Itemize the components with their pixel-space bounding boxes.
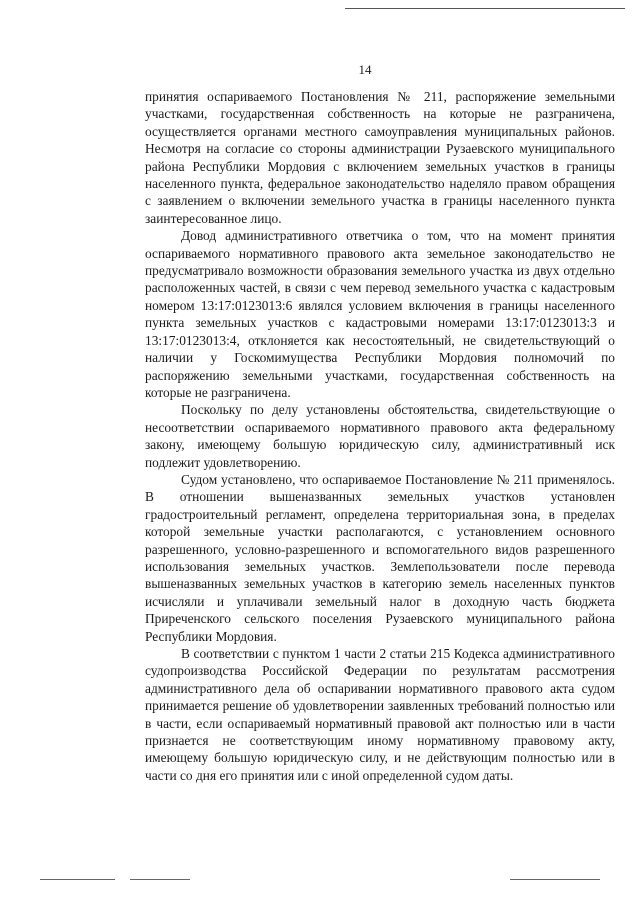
bottom-rule-mid bbox=[130, 879, 190, 880]
document-body bbox=[145, 88, 615, 784]
paragraph-3: Поскольку по делу установлены обстоятельства, свидетельствующие о несоответствии оспариваемого нормативного правового акта федеральному закону, имеющему большую юридическую силу, административный иск подлежит удовлетворению. bbox=[145, 402, 615, 470]
paragraph-1: принятия оспариваемого Постановления № 211, распоряжение земельными участками, государственная собственность на которые не разграничена, осуществляется органами местного самоуправления муниципальных районов. Несмотря на согласие со стороны администрации Рузаевского муниципального района Республики Мордовия с включением земельных участков в границы населенного пункта, федеральное законодательство наделяло правом обращения с заявлением о включении земельного участка в границы населенного пункта заинтересованное лицо. bbox=[145, 89, 615, 226]
paragraph-2: Довод административного ответчика о том, что на момент принятия оспариваемого нормативного правового акта земельное законодательство не предусматривало возможности образования земельного участка из двух отдельно расположенных частей, в связи с чем перевод земельного участка с кадастровым номером 13:17:0123013:6 являлся условием включения в границы населенного пункта земельных участков с кадастровыми номерами 13:17:0123013:3 и 13:17:0123013:4, отклоняется как несостоятельный, не свидетельствующий о наличии у Госкомимущества Республики Мордовия полномочий по распоряжению земельными участками, государственная собственность на которые не разграничена. bbox=[145, 228, 615, 400]
paragraph-4: Судом установлено, что оспариваемое Постановление № 211 применялось. В отношении вышеназванных земельных участков установлен градостроительный регламент, определена территориальная зона, в пределах которой земельные участки располагаются, с установлением основного разрешенного, условно-разрешенного и вспомогательного видов разрешенного использования земельных участков. Землепользователи после перевода вышеназванных земельных участков в категорию земель населенных пунктов исчисляли и уплачивали земельный налог в доходную часть бюджета Приреченского сельского поселения Рузаевского муниципального района Республики Мордовия. bbox=[145, 471, 615, 644]
top-scan-rule bbox=[345, 8, 625, 9]
bottom-scan-rules bbox=[40, 879, 600, 883]
paragraph-5: В соответствии с пунктом 1 части 2 статьи 215 Кодекса административного судопроизводства Российской Федерации по результатам рассмотрения административного дела об оспаривании нормативного правового акта судом принимается решение об удовлетворении заявленных требований полностью или в части, если оспариваемый нормативный правовой акт полностью или в части признается не соответствующим иному нормативному правовому акту, имеющему большую юридическую силу, и не действующим полностью или в части со дня его принятия или с иной определенной судом даты. bbox=[145, 646, 615, 783]
page-number: 14 bbox=[358, 62, 372, 77]
bottom-rule-right bbox=[510, 879, 600, 880]
bottom-rule-left bbox=[40, 879, 115, 880]
